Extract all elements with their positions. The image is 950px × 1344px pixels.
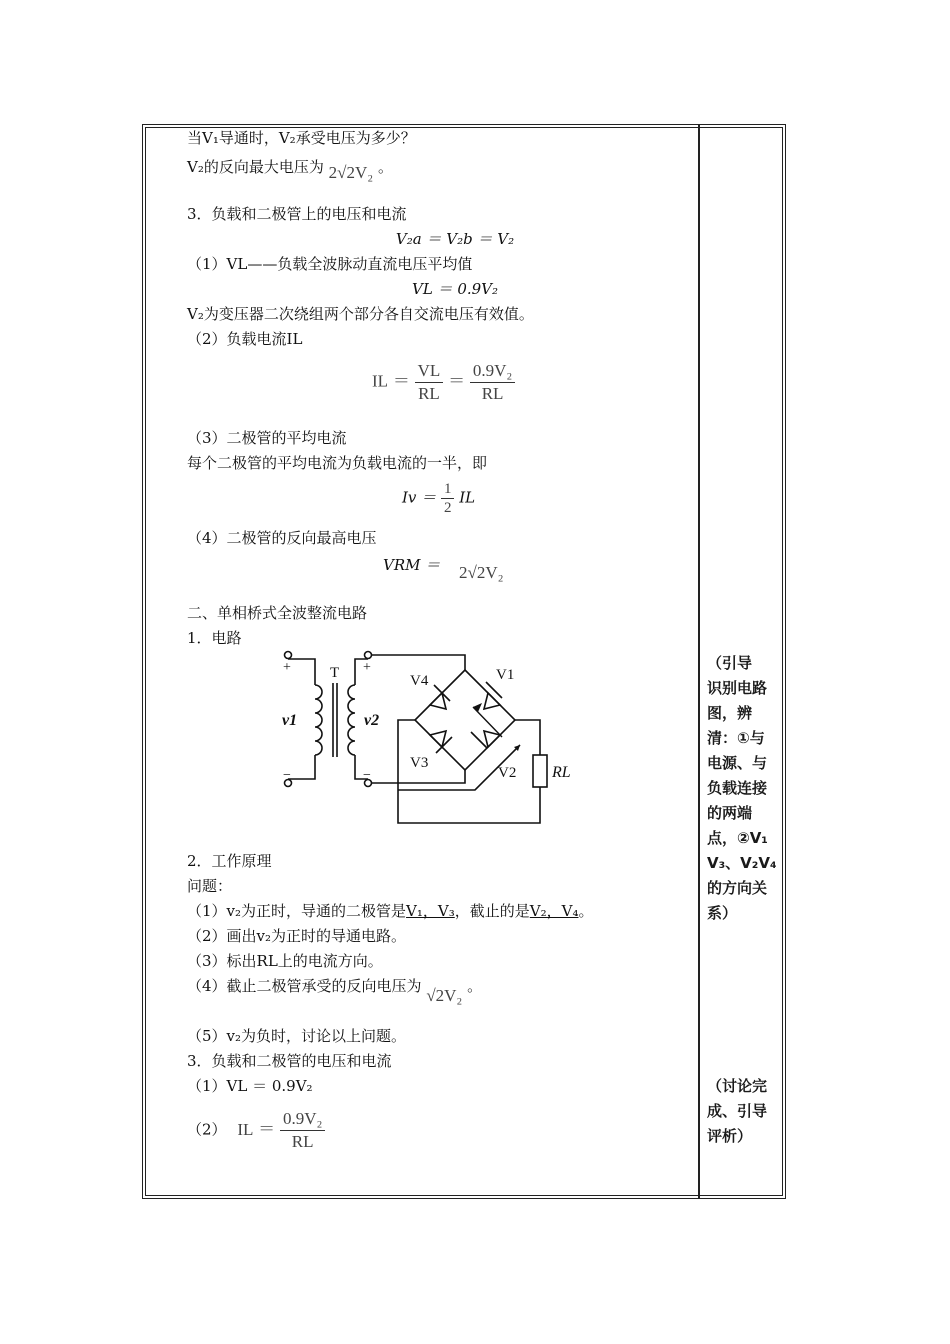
eq-il-mid-frac	[415, 360, 444, 405]
q1-mid: ，截止的是	[454, 902, 530, 920]
diode-v2-label: V2	[498, 765, 517, 781]
side-note-line: （引导	[707, 654, 753, 672]
b-item2: （2） IL ＝ $\frac{\text{0.9V₂}}{RL}$	[187, 1108, 325, 1153]
q1-prefix: （1）v₂为正时，导通的二极管是	[187, 902, 407, 920]
eq-il-rhs-frac	[470, 360, 515, 405]
side-note-discussion	[707, 1074, 777, 1149]
top-question: 当V₁导通时，V₂承受电压为多少？	[187, 129, 416, 147]
plus2-label: +	[363, 660, 371, 675]
eq-il: IL ＝ $\frac{VL}{RL}$ ＝ $\frac{\text{0.9V₂}}{RL}$	[372, 360, 515, 405]
circuit-title: 1．电路	[187, 629, 242, 647]
v2-desc: V₂为变压器二次绕组两个部分各自交流电压有效值。	[187, 305, 534, 323]
q4-prefix: （4）截止二极管承受的反向电压为	[187, 977, 422, 995]
eq-iv-frac	[441, 480, 455, 517]
minus1-label: −	[283, 768, 291, 783]
side-note-line: 的方向关	[707, 879, 768, 897]
column-divider	[698, 124, 700, 1199]
side-note-line: V₃、V₂V₄	[707, 854, 777, 872]
minus2-label: −	[363, 768, 371, 783]
eq-il-mid-num: VL	[415, 360, 444, 383]
diode-v3-label: V3	[410, 755, 429, 771]
eq-il-rhs-num: 0.9V₂	[470, 360, 515, 383]
reverse-max-prefix: V₂的反向最大电压为	[187, 158, 324, 176]
side-note-line: （讨论完	[707, 1077, 768, 1095]
principle-title: 2．工作原理	[187, 852, 272, 870]
q5: （5）v₂为负时，讨论以上问题。	[187, 1027, 407, 1045]
reverse-max-line	[187, 157, 393, 182]
item2: （2）负载电流IL	[187, 330, 303, 348]
side-note-line: 清：①与	[707, 729, 765, 747]
q1-end: 。	[578, 902, 594, 920]
eq-iv-lhs: Iv ＝	[402, 488, 437, 507]
item3-desc: 每个二极管的平均电流为负载电流的一半，即	[187, 454, 488, 472]
section3b-title: 3．负载和二极管的电压和电流	[187, 1052, 392, 1070]
item4: （4）二极管的反向最高电压	[187, 529, 377, 547]
eq-vrm-lhs: VRM ＝	[383, 556, 441, 574]
b-item2-label: （2）	[187, 1120, 227, 1139]
side-note-line: 系）	[707, 904, 738, 922]
eq-iv-den: 2	[443, 500, 452, 516]
eq-il-mid-den: RL	[418, 384, 440, 403]
transformer-label: T	[330, 665, 340, 681]
b-eq-den: RL	[291, 1132, 314, 1151]
eq-vrm-rhs: 2√2V₂	[459, 563, 504, 582]
q1-off-diodes: V₂，V₄	[529, 902, 579, 920]
eq-vrm	[383, 555, 504, 582]
eq-il-lhs: IL	[372, 371, 389, 391]
diode-v4-label: V4	[410, 673, 429, 689]
b-eq-num: 0.9V₂	[280, 1108, 325, 1131]
b-eq-frac	[280, 1108, 325, 1153]
side-note-line: 成、引导	[707, 1102, 768, 1120]
q4-value: √2V₂	[426, 986, 463, 1005]
eq-iv-rhs: IL	[459, 488, 476, 507]
side-note-line: 的两端	[707, 804, 753, 822]
reverse-max-value: 2√2V₂	[328, 163, 374, 182]
q3: （3）标出RL上的电流方向。	[187, 952, 383, 970]
q4-end: 。	[467, 977, 483, 995]
q1-line	[187, 901, 593, 921]
side-note-line: 识别电路	[707, 679, 768, 697]
question-label: 问题：	[187, 877, 233, 895]
v1-label: v1	[282, 712, 298, 729]
q2: （2）画出v₂为正时的导通电路。	[187, 927, 407, 945]
eq-iv-num: 1	[441, 480, 455, 499]
side-note-line: 电源、与	[707, 754, 768, 772]
b-eq-lhs: IL	[237, 1119, 254, 1139]
eq-il-rhs-den: RL	[481, 384, 504, 403]
load-resistor-label: RL	[552, 764, 571, 781]
side-note-guide	[707, 651, 777, 926]
eq-iv	[402, 480, 475, 517]
eq-vl: VL ＝ 0.9V₂	[411, 280, 499, 298]
item3: （3）二极管的平均电流	[187, 429, 347, 447]
side-note-line: 点，②V₁	[707, 829, 768, 847]
diode-v1-label: V1	[496, 667, 515, 683]
side-note-line: 负载连接	[707, 779, 768, 797]
section3-title: 3．负载和二极管上的电压和电流	[187, 205, 407, 223]
end-mark: 。	[377, 158, 393, 176]
eq-v2: V₂a ＝ V₂b ＝ V₂	[395, 230, 515, 248]
section2-title: 二、单相桥式全波整流电路	[187, 604, 368, 622]
b-item1: （1）VL ＝ 0.9V₂	[187, 1077, 313, 1095]
side-note-line: 图，辨	[707, 704, 753, 722]
bridge-circuit-diagram	[270, 645, 580, 830]
q4-line	[187, 976, 483, 1005]
item1: （1）VL——负载全波脉动直流电压平均值	[187, 255, 473, 273]
side-note-line: 评析）	[707, 1127, 753, 1145]
plus1-label: +	[283, 660, 291, 675]
q1-on-diodes: V₁，V₃	[406, 902, 455, 920]
v2-label: v2	[364, 712, 380, 729]
